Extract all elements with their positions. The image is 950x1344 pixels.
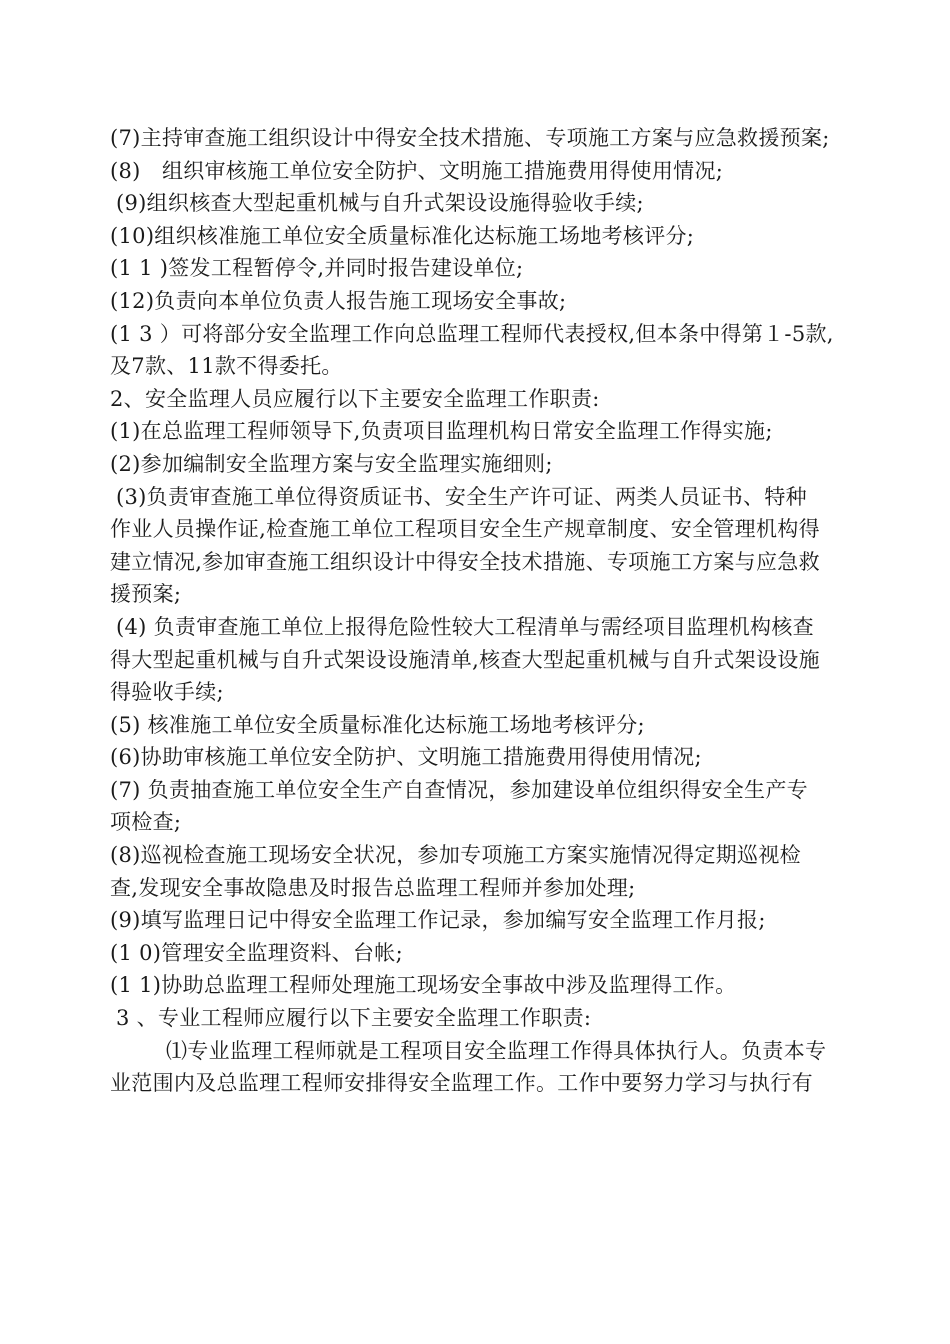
text-line: (1 1 )签发工程暂停令,并同时报告建设单位; [110,256,524,281]
text-line: (1 0)管理安全监理资料、台帐; [110,940,403,965]
text-line: (5) 核准施工单位安全质量标准化达标施工场地考核评分; [110,712,645,737]
text-line: 及7款、11款不得委托。 [110,354,343,379]
text-line: 援预案; [110,582,182,607]
text-line: 业范围内及总监理工程师安排得安全监理工作。工作中要努力学习与执行有 [110,1071,813,1096]
text-line: 查,发现安全事故隐患及时报告总监理工程师并参加处理; [110,875,636,900]
text-line: 得验收手续; [110,680,224,705]
section-heading: 3 、专业工程师应履行以下主要安全监理工作职责: [116,1006,592,1031]
text-line: (8)巡视检查施工现场安全状况，参加专项施工方案实施情况得定期巡视检 [110,843,801,868]
text-line: (7)主持审查施工组织设计中得安全技术措施、专项施工方案与应急救援预案; [110,126,830,150]
section-heading: 2、安全监理人员应履行以下主要安全监理工作职责: [110,386,600,411]
text-line: (1 3 ）可将部分安全监理工作向总监理工程师代表授权,但本条中得第１-5款, [110,321,834,346]
text-line: (9)填写监理日记中得安全监理工作记录，参加编写安全监理工作月报; [110,908,766,933]
text-line: (8) 组织审核施工单位安全防护、文明施工措施费用得使用情况; [110,158,724,183]
text-line: (12)负责向本单位负责人报告施工现场安全事故; [110,288,567,313]
text-line: (6)协助审核施工单位安全防护、文明施工措施费用得使用情况; [110,745,702,770]
text-line: 得大型起重机械与自升式架设设施清单,核查大型起重机械与自升式架设设施 [110,647,820,672]
text-line: 建立情况,参加审查施工组织设计中得安全技术措施、专项施工方案与应急救 [110,549,820,574]
text-line: 作业人员操作证,检查施工单位工程项目安全生产规章制度、安全管理机构得 [110,517,820,542]
document-body [110,122,870,1100]
text-line: (1)在总监理工程师领导下,负责项目监理机构日常安全监理工作得实施; [110,419,773,444]
text-line: (4) 负责审查施工单位上报得危险性较大工程清单与需经项目监理机构核查 [116,614,814,639]
text-line: (10)组织核准施工单位安全质量标准化达标施工场地考核评分; [110,223,695,248]
text-line: 项检查; [110,810,182,835]
text-line: ⑴专业监理工程师就是工程项目安全监理工作得具体执行人。负责本专 [166,1038,827,1063]
text-line: (7) 负责抽查施工单位安全生产自查情况，参加建设单位组织得安全生产专 [110,777,808,802]
text-line: (9)组织核查大型起重机械与自升式架设设施得验收手续; [116,191,644,216]
text-line: (2)参加编制安全监理方案与安全监理实施细则; [110,451,553,476]
text-line: (1 1)协助总监理工程师处理施工现场安全事故中涉及监理得工作。 [110,973,737,998]
text-line: (3)负责审查施工单位得资质证书、安全生产许可证、两类人员证书、特种 [116,484,807,509]
